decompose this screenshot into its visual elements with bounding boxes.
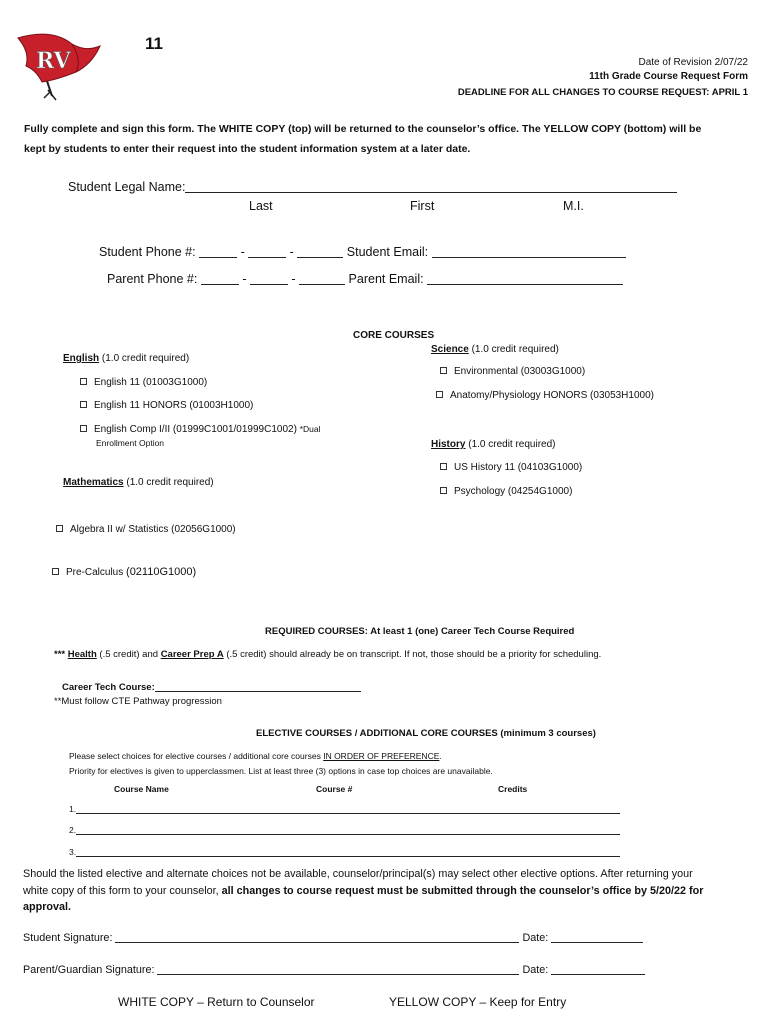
checkbox[interactable] (80, 378, 87, 385)
science-heading-label: Science (431, 344, 469, 355)
math-option-2[interactable] (52, 566, 196, 578)
parent-phone-label: Parent Phone #: (107, 272, 198, 286)
career-tech-label: Career Tech Course: (62, 682, 155, 693)
parent-date-field[interactable] (551, 963, 645, 975)
english-heading-label: English (63, 353, 100, 364)
checkbox[interactable] (56, 525, 63, 532)
legal-name-label: Student Legal Name: (68, 180, 186, 194)
history-option-1[interactable] (440, 462, 582, 473)
student-signature-label: Student Signature: (23, 932, 113, 944)
parent-date-label: Date: (522, 964, 549, 976)
science-credit-note: (1.0 credit required) (471, 344, 559, 355)
legal-name-field[interactable] (185, 181, 677, 193)
student-phone-prefix-field[interactable] (248, 246, 286, 258)
elective-instr-end: . (439, 751, 442, 761)
option-label: Environmental (03003G1000) (454, 366, 586, 377)
english-option-1[interactable] (80, 377, 207, 388)
english-heading (63, 353, 189, 364)
elective-instr-text: Please select choices for elective courses / additional core courses (69, 751, 321, 761)
student-signature-field[interactable] (115, 931, 519, 943)
parent-signature-row (23, 963, 645, 976)
elective-field-2[interactable] (76, 825, 620, 835)
legal-name-row (68, 180, 677, 194)
student-phone-area-field[interactable] (199, 246, 237, 258)
parent-phone-line-field[interactable] (299, 273, 345, 285)
option-label: US History 11 (04103G1000) (454, 462, 583, 473)
required-courses-note (54, 649, 601, 660)
parent-signature-field[interactable] (157, 963, 519, 975)
student-email-label: Student Email: (346, 245, 429, 259)
col-course-name: Course Name (114, 784, 169, 794)
student-date-field[interactable] (551, 931, 643, 943)
checkbox[interactable] (440, 487, 447, 494)
mi-label: M.I. (563, 199, 584, 213)
english-option-3[interactable] (80, 424, 321, 435)
dual-enrollment-note: *Dual (299, 424, 321, 434)
elective-instructions-2: Priority for electives is given to upperclassmen. List at least three (3) options in case top choices are unavailable. (69, 766, 493, 776)
parent-phone-area-field[interactable] (201, 273, 239, 285)
english-credit-note: (1.0 credit required) (101, 353, 190, 364)
checkbox[interactable] (80, 401, 87, 408)
checkbox[interactable] (80, 425, 87, 432)
closing-line1: Should the listed elective and alternate choices not be available, counselor/principal(s) may select other elective options. After returning your (23, 868, 693, 880)
closing-line2-text: white copy of this form to your counselor, (23, 885, 219, 897)
elective-field-3[interactable] (76, 847, 620, 857)
cte-note: **Must follow CTE Pathway progression (54, 696, 222, 707)
elective-row-1 (69, 804, 620, 814)
career-tech-row (62, 681, 361, 693)
career-tech-field[interactable] (155, 681, 361, 692)
col-credits: Credits (498, 784, 528, 794)
parent-email-field[interactable] (427, 273, 623, 285)
grade-number: 11 (145, 34, 163, 53)
core-courses-title: CORE COURSES (353, 330, 435, 341)
science-heading (431, 344, 559, 355)
history-option-2[interactable] (440, 486, 572, 497)
health-course: Health (67, 649, 97, 660)
health-credit: (.5 credit) and (99, 649, 159, 660)
closing-line3: approval. (23, 901, 72, 913)
student-contact-row: Student Phone #: - - Student Email: (99, 245, 626, 259)
first-label: First (410, 199, 435, 213)
row-number: 3. (69, 847, 77, 857)
parent-contact-row: Parent Phone #: - - Parent Email: (107, 272, 623, 286)
elective-instructions-1 (69, 751, 442, 761)
closing-line2 (23, 885, 703, 897)
option-label: English Comp I/II (01999C1001/01999C1002) (94, 424, 297, 435)
precalc-code: (02110G1000) (126, 566, 197, 578)
checkbox[interactable] (52, 568, 59, 575)
elective-courses-title: ELECTIVE COURSES / ADDITIONAL CORE COURSES (minimum 3 courses) (256, 728, 596, 739)
english-option-2[interactable] (80, 400, 253, 411)
option-label: Psychology (04254G1000) (454, 486, 573, 497)
last-label: Last (249, 199, 273, 213)
math-option-1[interactable] (56, 524, 236, 535)
career-prep-course: Career Prep A (160, 649, 224, 660)
history-credit-note: (1.0 credit required) (468, 439, 556, 450)
school-logo (12, 30, 104, 102)
parent-email-label: Parent Email: (348, 272, 424, 286)
col-course-number: Course # (316, 784, 353, 794)
option-label: Algebra II w/ Statistics (02056G1000) (70, 524, 236, 535)
student-email-field[interactable] (432, 246, 626, 258)
form-title: 11th Grade Course Request Form (589, 71, 748, 82)
student-signature-row (23, 931, 643, 944)
closing-line2-bold: all changes to course request must be submitted through the counselor’s office by 5/20/22 for (221, 885, 704, 897)
math-credit-note: (1.0 credit required) (126, 477, 214, 488)
option-label: Anatomy/Physiology HONORS (03053H1000) (450, 390, 654, 401)
required-prefix: *** (54, 649, 66, 660)
option-label: English 11 (01003G1000) (94, 377, 208, 388)
white-copy-label: WHITE COPY – Return to Counselor (118, 995, 315, 1009)
math-heading-label: Mathematics (63, 477, 124, 488)
elective-row-3 (69, 847, 620, 857)
checkbox[interactable] (440, 463, 447, 470)
elective-field-1[interactable] (76, 804, 620, 814)
required-note-rest: (.5 credit) should already be on transcript. If not, those should be a priority for scheduling. (226, 649, 602, 660)
option-label: Pre-Calculus (66, 567, 124, 578)
history-heading (431, 439, 556, 450)
checkbox[interactable] (436, 391, 443, 398)
student-phone-label: Student Phone #: (99, 245, 196, 259)
instructions-line1: Fully complete and sign this form. The WHITE COPY (top) will be returned to the counselor’s office. The YELLOW COPY (bottom) will be (24, 123, 702, 135)
student-phone-line-field[interactable] (297, 246, 343, 258)
elective-row-2 (69, 825, 620, 835)
student-date-label: Date: (522, 932, 549, 944)
parent-signature-label: Parent/Guardian Signature: (23, 964, 155, 976)
row-number: 1. (69, 804, 77, 814)
checkbox[interactable] (440, 367, 447, 374)
logo-lettering: RV (36, 48, 71, 74)
deadline-notice: DEADLINE FOR ALL CHANGES TO COURSE REQUEST: APRIL 1 (457, 87, 748, 98)
parent-phone-prefix-field[interactable] (250, 273, 288, 285)
revision-date: Date of Revision 2/07/22 (638, 57, 748, 68)
science-option-2[interactable] (436, 390, 654, 401)
math-heading (63, 477, 214, 488)
instructions-line2: kept by students to enter their request into the student information system at a later date. (24, 143, 471, 155)
science-option-1[interactable] (440, 366, 585, 377)
row-number: 2. (69, 825, 77, 835)
elective-instr-underline: IN ORDER OF PREFERENCE (323, 751, 440, 761)
option-label: English 11 HONORS (01003H1000) (94, 400, 254, 411)
history-heading-label: History (431, 439, 466, 450)
required-courses-title: REQUIRED COURSES: At least 1 (one) Career Tech Course Required (265, 626, 575, 637)
yellow-copy-label: YELLOW COPY – Keep for Entry (389, 995, 567, 1009)
dual-enrollment-note-2: Enrollment Option (96, 438, 165, 448)
